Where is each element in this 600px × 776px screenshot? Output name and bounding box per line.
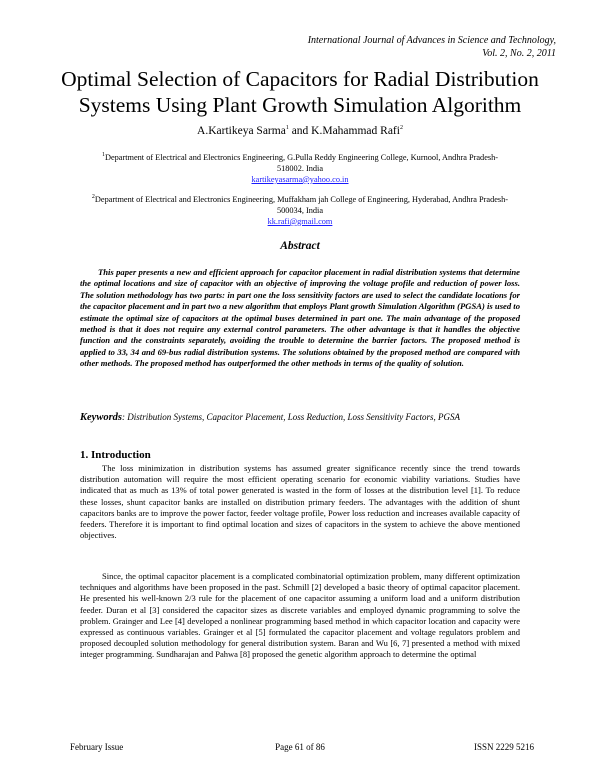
keywords-text: : Distribution Systems, Capacitor Placement, Loss Reduction, Loss Sensitivity Factors, PGSA [122, 412, 460, 422]
abstract-text: This paper presents a new and efficient approach for capacitor placement in radial distribution systems that determine the optimal locations and size of capacitor with an objective of improving the voltage profile and reduction of power loss. The solution methodology has two parts: in part one the loss sensitivity factors are used to select the candidate locations for the capacitor placement and in part two a new algorithm that employs Plant growth Simulation Algorithm (PGSA) is used to estimate the optimal size of capacitors at the optimal buses determined in part one. The main advantage of the proposed method is that it does not require any external control parameters. The other advantage is that it handles the objective function and the constraints separately, avoiding the trouble to determine the barrier factors. The proposed method is applied to 33, 34 and 69-bus radial distribution systems. The solutions obtained by the proposed method are compared with other methods. The proposed method has outperformed the other methods in terms of the quality of solution. [80, 267, 520, 369]
journal-header [236, 34, 556, 60]
journal-name: International Journal of Advances in Science and Technology, [307, 35, 556, 46]
abstract-heading: Abstract [280, 240, 320, 252]
footer-issue: February Issue [70, 742, 124, 752]
journal-volume: Vol. 2, No. 2, 2011 [482, 48, 556, 59]
affiliation-1 [90, 150, 510, 185]
section-heading: 1. Introduction [80, 449, 151, 461]
paper-title: Optimal Selection of Capacitors for Radial Distribution Systems Using Plant Growth Simulation Algorithm [61, 67, 539, 117]
email-link-2[interactable]: kk.rafi@gmail.com [267, 216, 333, 226]
affiliation-2-sup: 2 [91, 194, 95, 200]
footer-page-number: Page 61 of 86 [275, 742, 325, 752]
intro-paragraph-2: Since, the optimal capacitor placement is a complicated combinatorial optimization problem, many different optimization techniques and algorithms have been proposed in the past. Schmill [2] developed a basic theory of optimal capacitor placement. He presented his well-known 2/3 rule for the placement of one capacitor assuming a uniform load and a uniform distribution feeder. Duran et al [3] considered the capacitor sizes as discrete variables and employed dynamic programming to solve the problem. Grainger and Lee [4] developed a nonlinear programming based method in which capacitor location and capacity were expressed as continuous variables. Grainger et al [5] formulated the capacitor placement and voltage regulators problem and proposed decoupled solution methodology for general distribution system. Baran and Wu [6, 7] presented a method with mixed integer programming. Sundharajan and Pahwa [8] proposed the genetic algorithm approach to determine the optimal [80, 571, 520, 660]
email-link-1[interactable]: kartikeyasarma@yahoo.co.in [251, 174, 349, 184]
affiliation-1-sup: 1 [101, 152, 105, 158]
authors [0, 125, 600, 137]
affiliation-2-text: Department of Electrical and Electronics Engineering, Muffakham jah College of Engineering, Hyderabad, Andhra Pradesh-500034, India [94, 194, 509, 215]
author-1-sup: 1 [285, 125, 289, 132]
keywords-label: Keywords [80, 412, 122, 423]
keywords [80, 411, 520, 424]
intro-paragraph-1: The loss minimization in distribution systems has assumed greater significance recently since the trend towards distribution automation will require the most efficient operating scenario for economic viability variations. Studies have indicated that as much as 13% of total power generated is wasted in the form of losses at the distribution level [1]. To reduce these losses, shunt capacitor banks are installed on distribution primary feeders. The advantages with the addition of shunt capacitors banks are to improve the power factor, feeder voltage profile, Power loss reduction and increases available capacity of feeders. Therefore it is important to find optimal location and sizes of capacitors in the system to achieve the above mentioned objectives. [80, 463, 520, 541]
author-conjunction: and [288, 125, 312, 137]
affiliation-1-text: Department of Electrical and Electronics Engineering, G.Pulla Reddy Engineering College, Kurnool, Andhra Pradesh-518002. India [104, 152, 499, 173]
affiliation-2 [90, 192, 510, 227]
author-2: K.Mahammad Rafi [311, 125, 400, 137]
author-1: A.Kartikeya Sarma [197, 125, 286, 137]
footer-issn: ISSN 2229 5216 [473, 742, 534, 752]
author-2-sup: 2 [399, 125, 403, 132]
